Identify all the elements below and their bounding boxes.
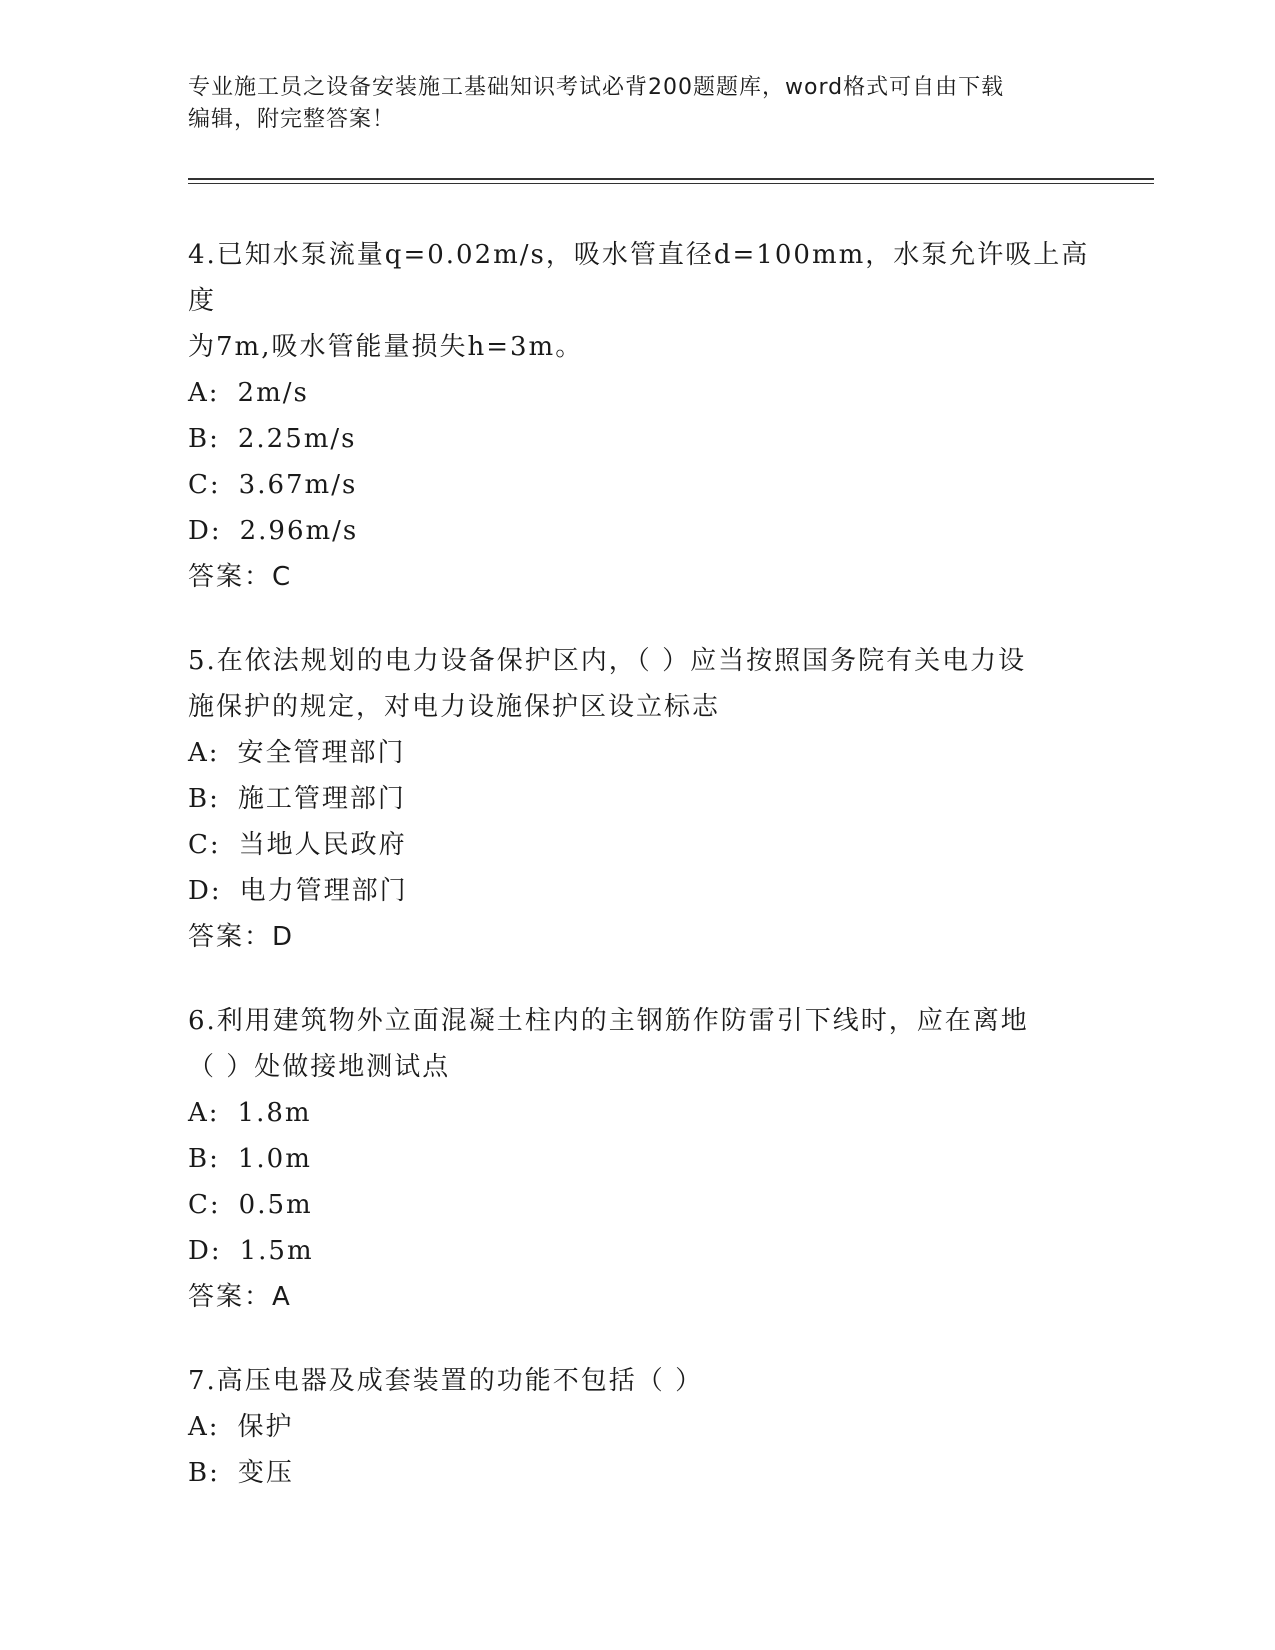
answer-line: 答案：A: [188, 1282, 292, 1312]
option-text: 2.25m/s: [237, 424, 357, 454]
option-letter: A:: [188, 378, 220, 408]
option-letter: A:: [188, 1098, 220, 1128]
question-text-line: 7.高压电器及成套装置的功能不包括（ ）: [188, 1366, 704, 1396]
option-a: [188, 1404, 1108, 1450]
option-letter: B:: [188, 1458, 220, 1488]
option-text: 施工管理部门: [237, 784, 406, 814]
question-text-line: 6.利用建筑物外立面混凝土柱内的主钢筋作防雷引下线时，应在离地: [188, 1006, 1029, 1036]
option-letter: B:: [188, 424, 220, 454]
option-letter: B:: [188, 784, 220, 814]
option-text: 保护: [237, 1412, 294, 1442]
option-text: 2m/s: [237, 378, 309, 408]
question-list: [188, 232, 1108, 1534]
question-text-line: （ ）处做接地测试点: [188, 1052, 451, 1082]
option-text: 2.96m/s: [239, 516, 359, 546]
option-text: 1.8m: [237, 1098, 312, 1128]
document-header: [188, 72, 1088, 136]
question-text-line: 5.在依法规划的电力设备保护区内，（ ）应当按照国务院有关电力设: [188, 646, 1027, 676]
header-line-1: 专业施工员之设备安装施工基础知识考试必背200题题库，word格式可自由下载: [188, 75, 1005, 100]
header-divider-thin: [188, 183, 1154, 184]
option-b: [188, 776, 1108, 822]
option-text: 变压: [237, 1458, 294, 1488]
option-letter: D:: [188, 516, 222, 546]
question-text-line: 4.已知水泵流量q=0.02m/s，吸水管直径d=100mm，水泵允许吸上高度: [188, 240, 1090, 316]
option-text: 1.0m: [237, 1144, 312, 1174]
question-text-line: 为7m,吸水管能量损失h=3m。: [188, 332, 584, 362]
option-a: [188, 1090, 1108, 1136]
option-c: [188, 822, 1108, 868]
answer-line: 答案：C: [188, 562, 293, 592]
question-6: [188, 998, 1108, 1320]
option-text: 0.5m: [238, 1190, 313, 1220]
option-a: [188, 370, 1108, 416]
question-5: [188, 638, 1108, 960]
option-text: 3.67m/s: [238, 470, 358, 500]
option-d: [188, 868, 1108, 914]
option-d: [188, 1228, 1108, 1274]
option-text: 安全管理部门: [237, 738, 406, 768]
option-b: [188, 1136, 1108, 1182]
option-d: [188, 508, 1108, 554]
option-a: [188, 730, 1108, 776]
option-letter: C:: [188, 830, 221, 860]
option-c: [188, 1182, 1108, 1228]
option-c: [188, 462, 1108, 508]
option-letter: D:: [188, 876, 222, 906]
question-text-line: 施保护的规定，对电力设施保护区设立标志: [188, 692, 721, 722]
option-letter: C:: [188, 470, 221, 500]
header-line-2: 编辑，附完整答案！: [188, 107, 396, 132]
option-letter: A:: [188, 738, 220, 768]
option-letter: D:: [188, 1236, 222, 1266]
option-b: [188, 416, 1108, 462]
option-letter: B:: [188, 1144, 220, 1174]
option-text: 电力管理部门: [239, 876, 408, 906]
question-7: [188, 1358, 1108, 1496]
option-letter: C:: [188, 1190, 221, 1220]
option-text: 1.5m: [239, 1236, 314, 1266]
header-divider-thick: [188, 178, 1154, 180]
answer-line: 答案：D: [188, 922, 295, 952]
question-4: [188, 232, 1108, 600]
option-letter: A:: [188, 1412, 220, 1442]
option-b: [188, 1450, 1108, 1496]
option-text: 当地人民政府: [238, 830, 407, 860]
